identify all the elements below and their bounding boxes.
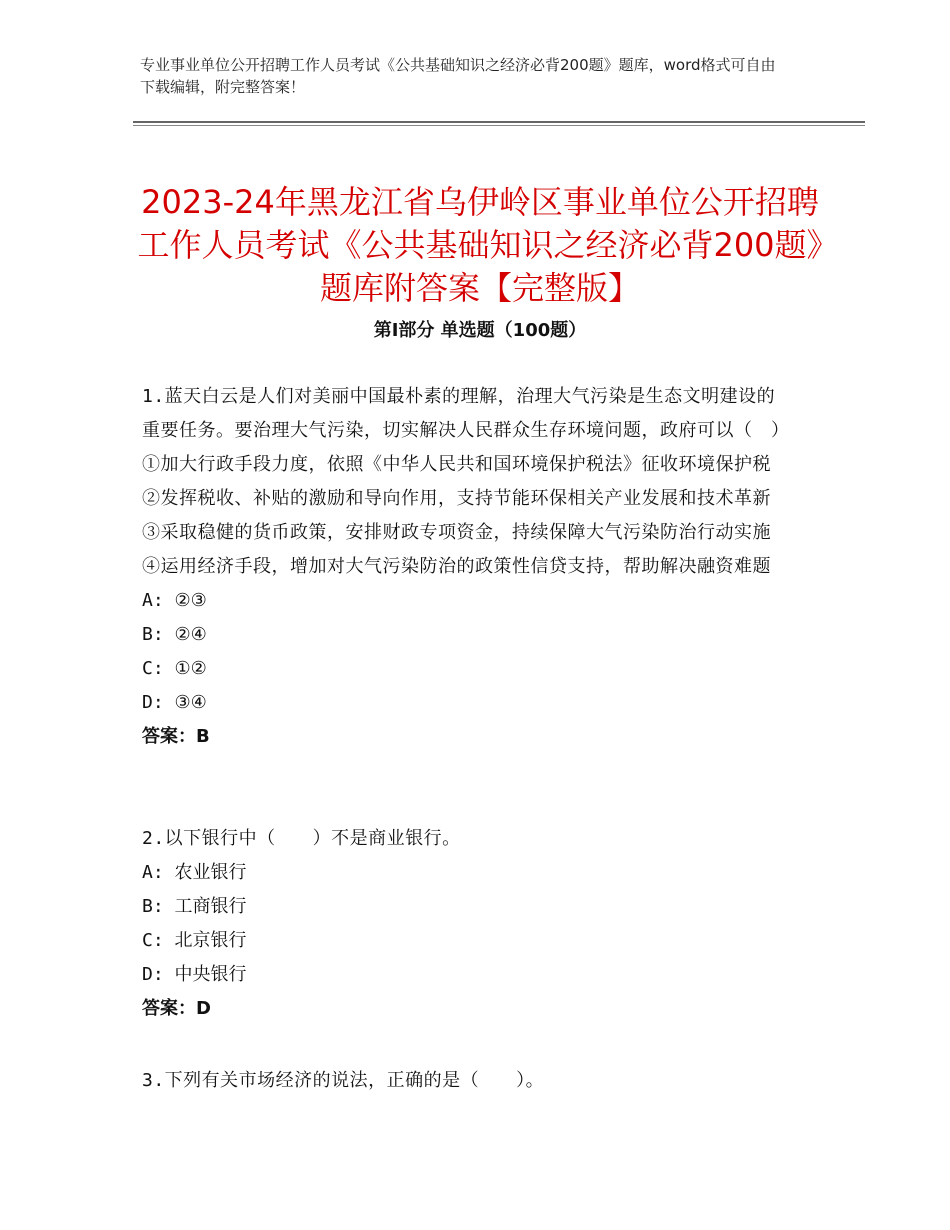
question-2 xyxy=(142,822,782,1026)
option-a: A: 农业银行 xyxy=(142,862,247,883)
question-stem: 1.蓝天白云是人们对美丽中国最朴素的理解，治理大气污染是生态文明建设的重要任务。要治理大气污染，切实解决人民群众生存环境问题，政府可以（ ）①加大行政手段力度，依照《中华人民共和国环境保护税法》征收环境保护税②发挥税收、补贴的激励和导向作用，支持节能环保相关产业发展和技术革新③采取稳健的货币政策，安排财政专项资金，持续保障大气污染防治行动实施④运用经济手段，增加对大气污染防治的政策性信贷支持，帮助解决融资难题 xyxy=(142,386,781,577)
question-stem: 3.下列有关市场经济的说法，正确的是（ ）。 xyxy=(142,1070,545,1091)
option-a: A: ②③ xyxy=(142,590,207,611)
option-b: B: 工商银行 xyxy=(142,896,247,917)
question-3 xyxy=(142,1064,782,1098)
header-divider-thin xyxy=(133,125,865,126)
question-1 xyxy=(142,380,782,754)
answer: 答案：D xyxy=(142,998,211,1019)
option-d: D: ③④ xyxy=(142,692,207,713)
option-b: B: ②④ xyxy=(142,624,207,645)
question-stem: 2.以下银行中（ ）不是商业银行。 xyxy=(142,828,461,849)
option-d: D: 中央银行 xyxy=(142,964,247,985)
document-title: 2023-24年黑龙江省乌伊岭区事业单位公开招聘工作人员考试《公共基础知识之经济必背200题》题库附答案【完整版】 xyxy=(137,183,823,308)
section-title: 第Ⅰ部分 单选题（100题） xyxy=(373,320,587,341)
option-c: C: 北京银行 xyxy=(142,930,247,951)
header-note: 专业事业单位公开招聘工作人员考试《公共基础知识之经济必背200题》题库，word格式可自由下载编辑，附完整答案！ xyxy=(140,56,776,96)
option-c: C: ①② xyxy=(142,658,207,679)
answer: 答案：B xyxy=(142,726,210,747)
header-divider xyxy=(133,121,865,123)
